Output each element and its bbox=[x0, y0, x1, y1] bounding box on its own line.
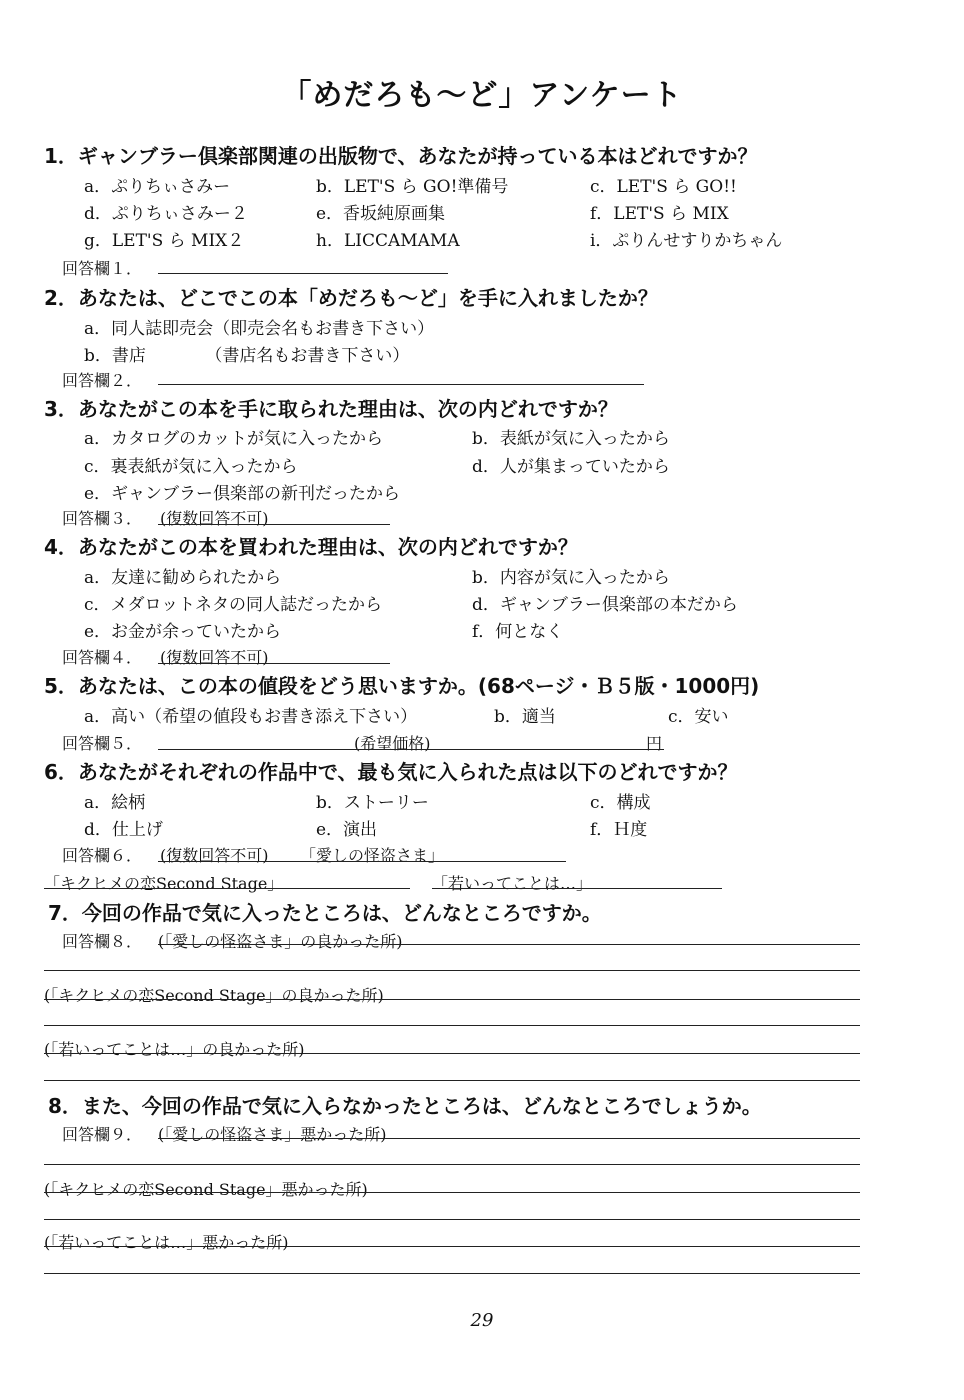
q6-option-b: b．ストーリー bbox=[316, 793, 429, 813]
answer-label-5: 回答欄５． bbox=[62, 734, 143, 753]
q5-option-b: b．適当 bbox=[494, 707, 556, 727]
answer-label-8: 回答欄８． bbox=[62, 932, 143, 951]
q6-option-d: d．仕上げ bbox=[84, 820, 163, 840]
answer-line-8f[interactable] bbox=[44, 1273, 860, 1274]
q1-option-a: a．ぷりちぃさみー bbox=[84, 177, 231, 197]
q7-part-1: (「愛しの怪盗さま」の良かった所) bbox=[158, 932, 403, 951]
q6-option-a: a．絵柄 bbox=[84, 793, 146, 813]
answer-line-3[interactable] bbox=[158, 524, 390, 525]
q4-option-b: b．内容が気に入ったから bbox=[472, 568, 670, 588]
q1-option-b: b．LET'S ら GO!準備号 bbox=[316, 177, 509, 197]
answer-line-5[interactable] bbox=[158, 749, 664, 750]
q3-option-d: d．人が集まっていたから bbox=[472, 457, 670, 477]
answer-label-1: 回答欄１． bbox=[62, 259, 143, 278]
question-2: 2．あなたは、どこでこの本「めだろも〜ど」を手に入れましたか？ bbox=[44, 286, 658, 310]
q8-part-2: (「キクヒメの恋Second Stage」悪かった所) bbox=[44, 1180, 368, 1199]
question-7: 7．今回の作品で気に入ったところは、どんなところですか。 bbox=[48, 901, 602, 925]
q3-option-b: b．表紙が気に入ったから bbox=[472, 429, 670, 449]
q6-option-e: e．演出 bbox=[316, 820, 378, 840]
answer-line-8b[interactable] bbox=[44, 1164, 860, 1165]
yen-label: 円 bbox=[646, 734, 663, 753]
answer-line-8e[interactable] bbox=[44, 1246, 860, 1247]
q5-option-a: a．高い（希望の値段もお書き添え下さい） bbox=[84, 707, 418, 727]
work-title-3: 「若いってことは…」 bbox=[432, 874, 593, 893]
question-6: 6．あなたがそれぞれの作品中で、最も気に入られた点は以下のどれですか？ bbox=[44, 760, 738, 784]
answer-line-1[interactable] bbox=[158, 273, 448, 274]
page-title: 「めだろも〜ど」アンケート bbox=[281, 78, 683, 113]
q3-option-a: a．カタログのカットが気に入ったから bbox=[84, 429, 383, 449]
q8-part-1: (「愛しの怪盗さま」悪かった所) bbox=[158, 1125, 387, 1144]
q6-option-f: f．Ｈ度 bbox=[590, 820, 648, 840]
answer-line-8a[interactable] bbox=[158, 1138, 860, 1139]
q5-option-c: c．安い bbox=[668, 707, 729, 727]
answer-line-7b[interactable] bbox=[44, 970, 860, 971]
answer-line-8d[interactable] bbox=[44, 1219, 860, 1220]
answer-line-6b[interactable] bbox=[44, 888, 410, 889]
answer-note-4: (復数回答不可) bbox=[160, 648, 269, 667]
work-title-1: 「愛しの怪盗さま」 bbox=[300, 846, 445, 865]
answer-line-8c[interactable] bbox=[44, 1192, 860, 1193]
q4-option-e: e．お金が余っていたから bbox=[84, 622, 282, 642]
answer-label-2: 回答欄２． bbox=[62, 371, 143, 390]
price-label: (希望価格) bbox=[354, 734, 431, 753]
question-3: 3．あなたがこの本を手に取られた理由は、次の内どれですか？ bbox=[44, 397, 618, 421]
answer-line-7e[interactable] bbox=[44, 1053, 860, 1054]
q4-option-c: c．メダロットネタの同人誌だったから bbox=[84, 595, 383, 615]
q1-option-e: e．香坂純原画集 bbox=[316, 204, 446, 224]
answer-label-3: 回答欄３． bbox=[62, 509, 143, 528]
q3-option-e: e．ギャンブラー倶楽部の新刊だったから bbox=[84, 484, 401, 504]
q4-option-d: d．ギャンブラー倶楽部の本だから bbox=[472, 595, 738, 615]
answer-line-7d[interactable] bbox=[44, 1025, 860, 1026]
question-8: 8．また、今回の作品で気に入らなかったところは、どんなところでしょうか。 bbox=[48, 1094, 762, 1118]
answer-line-7c[interactable] bbox=[44, 999, 860, 1000]
q1-option-h: h．LICCAMAMA bbox=[316, 231, 460, 251]
q6-option-c: c．構成 bbox=[590, 793, 651, 813]
answer-label-6: 回答欄６． bbox=[62, 846, 143, 865]
q1-option-f: f．LET'S ら MIX bbox=[590, 204, 729, 224]
answer-line-6c[interactable] bbox=[432, 888, 722, 889]
q3-option-c: c．裏表紙が気に入ったから bbox=[84, 457, 298, 477]
q1-option-d: d．ぷりちぃさみー２ bbox=[84, 204, 248, 224]
answer-line-6a[interactable] bbox=[158, 861, 566, 862]
q4-option-f: f．何となく bbox=[472, 622, 564, 642]
question-1: 1．ギャンブラー倶楽部関連の出版物で、あなたが持っている本はどれですか？ bbox=[44, 144, 758, 168]
answer-note-6: (復数回答不可) bbox=[160, 846, 269, 865]
answer-line-4[interactable] bbox=[158, 663, 390, 664]
answer-line-2[interactable] bbox=[158, 384, 644, 385]
q1-option-g: g．LET'S ら MIX２ bbox=[84, 231, 245, 251]
page-number: 29 bbox=[470, 1310, 494, 1331]
q2-option-a: a．同人誌即売会（即売会名もお書き下さい） bbox=[84, 319, 435, 339]
question-5: 5．あなたは、この本の値段をどう思いますか。(68ページ・Ｂ５版・1000円) bbox=[44, 674, 760, 698]
q2-option-b: b．書店 （書店名もお書き下さい） bbox=[84, 346, 410, 366]
q4-option-a: a．友達に勧められたから bbox=[84, 568, 282, 588]
q8-part-3: (「若いってことは…」悪かった所) bbox=[44, 1233, 289, 1252]
answer-line-7f[interactable] bbox=[44, 1080, 860, 1081]
answer-note-3: (復数回答不可) bbox=[160, 509, 269, 528]
q7-part-3: (「若いってことは…」の良かった所) bbox=[44, 1040, 305, 1059]
answer-label-4: 回答欄４． bbox=[62, 648, 143, 667]
q7-part-2: (「キクヒメの恋Second Stage」の良かった所) bbox=[44, 986, 384, 1005]
answer-label-9: 回答欄９． bbox=[62, 1125, 143, 1144]
answer-line-7a[interactable] bbox=[158, 944, 860, 945]
work-title-2: 「キクヒメの恋Second Stage」 bbox=[44, 874, 284, 893]
question-4: 4．あなたがこの本を買われた理由は、次の内どれですか？ bbox=[44, 535, 578, 559]
q1-option-c: c．LET'S ら GO!! bbox=[590, 177, 737, 197]
q1-option-i: i．ぷりんせすりかちゃん bbox=[590, 231, 783, 251]
